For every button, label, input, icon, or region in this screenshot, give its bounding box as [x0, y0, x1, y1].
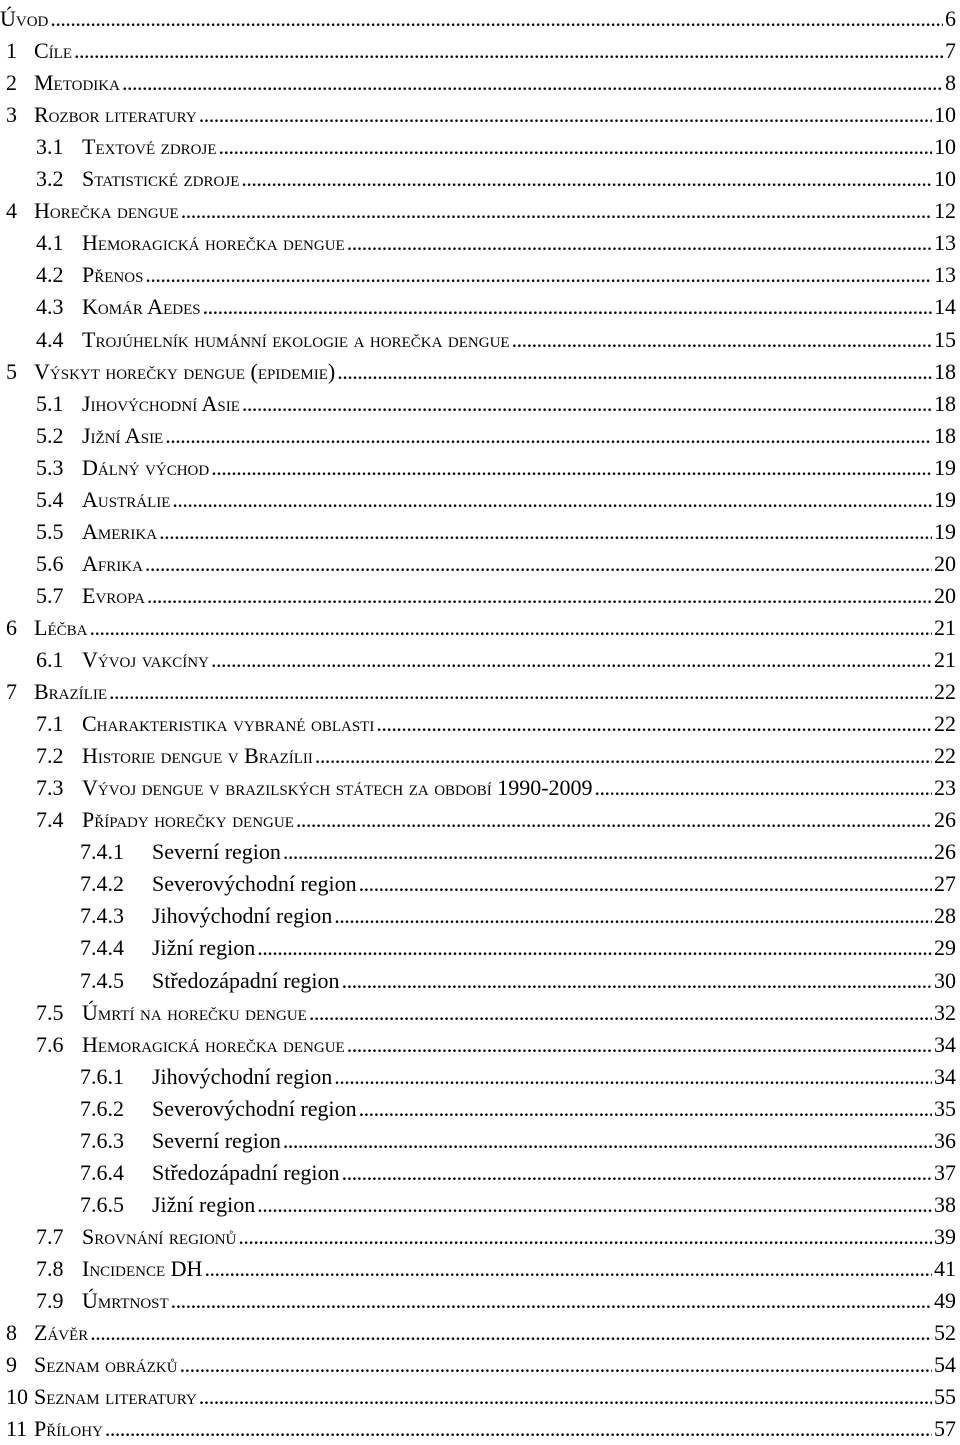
toc-entry-page: 22 — [934, 743, 956, 769]
toc-dot-leader — [203, 291, 932, 323]
toc-entry-title: Cíle — [34, 38, 72, 64]
toc-dot-leader — [512, 324, 932, 356]
toc-entry-page: 10 — [934, 134, 956, 160]
toc-entry[interactable] — [0, 1221, 960, 1253]
toc-entry[interactable] — [0, 644, 960, 676]
toc-entry-number: 5.5 — [36, 518, 64, 544]
toc-dot-leader — [257, 1189, 932, 1221]
toc-entry-page: 19 — [934, 486, 956, 512]
toc-entry-page: 26 — [934, 839, 956, 865]
toc-entry-number: 5.6 — [36, 550, 64, 576]
toc-dot-leader — [181, 195, 932, 227]
toc-entry[interactable] — [0, 548, 960, 580]
toc-entry[interactable] — [0, 1029, 960, 1061]
toc-entry-page: 28 — [934, 903, 956, 929]
toc-entry-number: 1 — [6, 38, 17, 64]
toc-entry-number: 6 — [6, 614, 17, 640]
toc-entry-page: 30 — [934, 967, 956, 993]
toc-entry-title: Přenos — [82, 262, 144, 288]
toc-entry[interactable] — [0, 804, 960, 836]
toc-entry-title: Severní region — [152, 1127, 281, 1153]
toc-dot-leader — [334, 1061, 932, 1093]
toc-entry-page: 21 — [934, 647, 956, 672]
toc-entry-page: 34 — [934, 1031, 956, 1057]
toc-entry[interactable] — [0, 420, 960, 452]
toc-dot-leader — [145, 259, 932, 291]
toc-entry-page: 19 — [934, 518, 956, 544]
toc-entry-title: Statistické zdroje — [82, 166, 240, 192]
toc-entry-page: 55 — [934, 1384, 956, 1410]
toc-entry-page: 19 — [934, 454, 956, 480]
toc-entry[interactable] — [0, 227, 960, 259]
toc-entry-page: 21 — [934, 614, 956, 640]
toc-entry-number: 7.4.1 — [80, 839, 124, 865]
toc-entry-title: Severovýchodní region — [152, 871, 357, 897]
toc-entry[interactable] — [0, 1317, 960, 1349]
toc-entry-number: 7.4.3 — [80, 903, 124, 929]
toc-entry-page: 36 — [934, 1127, 956, 1153]
toc-dot-leader — [342, 1157, 932, 1189]
toc-entry[interactable] — [0, 708, 960, 740]
toc-entry-page: 26 — [934, 807, 956, 833]
toc-entry-number: 7.6 — [36, 1031, 64, 1057]
toc-entry-title: Jižní region — [152, 1191, 256, 1217]
toc-dot-leader — [359, 868, 932, 900]
toc-entry[interactable] — [0, 1253, 960, 1285]
toc-entry-number: 7.4.4 — [80, 935, 124, 961]
toc-dot-leader — [211, 452, 932, 484]
toc-entry[interactable] — [0, 900, 960, 932]
toc-entry-title: Středozápadní region — [152, 1159, 340, 1185]
toc-entry-title: Vývoj vakcíny — [82, 647, 209, 672]
toc-entry-title: Austrálie — [82, 486, 171, 512]
toc-entry-number: 7.5 — [36, 999, 64, 1025]
toc-entry-title: Hemoragická horečka dengue — [82, 1031, 345, 1057]
toc-entry-title: Evropa — [82, 582, 145, 608]
toc-entry[interactable] — [0, 388, 960, 420]
toc-dot-leader — [359, 1093, 932, 1125]
toc-entry-page: 39 — [934, 1223, 956, 1249]
toc-entry[interactable] — [0, 1381, 960, 1413]
toc-dot-leader — [376, 708, 932, 740]
toc-dot-leader — [211, 644, 932, 676]
toc-entry-number: 7.6.4 — [80, 1159, 124, 1185]
toc-entry-title: Jihovýchodní Asie — [82, 390, 240, 416]
toc-entry[interactable] — [0, 99, 960, 131]
toc-entry[interactable] — [0, 997, 960, 1029]
toc-entry-number: 11 — [6, 1416, 28, 1442]
toc-dot-leader — [315, 740, 932, 772]
toc-entry-number: 7 — [6, 679, 17, 705]
toc-entry-title: Amerika — [82, 518, 158, 544]
toc-dot-leader — [242, 388, 932, 420]
toc-entry-page: 13 — [934, 262, 956, 288]
toc-entry-page: 10 — [934, 166, 956, 192]
toc-dot-leader — [334, 900, 932, 932]
toc-entry-title: Severovýchodní region — [152, 1095, 357, 1121]
toc-entry[interactable] — [0, 131, 960, 163]
toc-entry-page: 34 — [934, 1063, 956, 1089]
toc-dot-leader — [283, 836, 932, 868]
toc-entry-number: 7.2 — [36, 743, 64, 769]
toc-entry-page: 7 — [945, 38, 956, 64]
toc-dot-leader — [145, 548, 932, 580]
toc-entry-number: 5.7 — [36, 582, 64, 608]
toc-entry-title: Jižní Asie — [82, 422, 164, 448]
toc-entry-number: 7.4 — [36, 807, 64, 833]
toc-entry-number: 7.6.1 — [80, 1063, 124, 1089]
toc-dot-leader — [199, 99, 932, 131]
toc-entry[interactable] — [0, 1125, 960, 1157]
toc-dot-leader — [165, 420, 932, 452]
toc-entry-number: 5.3 — [36, 454, 64, 480]
toc-dot-leader — [171, 1285, 932, 1317]
toc-entry[interactable] — [0, 324, 960, 356]
toc-entry[interactable] — [0, 868, 960, 900]
toc-entry-page: 12 — [934, 198, 956, 224]
toc-entry-number: 7.4.2 — [80, 871, 124, 897]
toc-entry-number: 10 — [6, 1384, 28, 1410]
toc-entry-number: 7.7 — [36, 1223, 64, 1249]
toc-dot-leader — [172, 484, 932, 516]
toc-dot-leader — [595, 772, 932, 804]
toc-entry-page: 41 — [934, 1255, 956, 1281]
toc-dot-leader — [347, 227, 932, 259]
toc-entry[interactable] — [0, 740, 960, 772]
toc-entry-number: 7.1 — [36, 711, 64, 737]
toc-entry-page: 49 — [934, 1288, 956, 1313]
toc-entry-page: 6 — [945, 6, 956, 31]
toc-dot-leader — [159, 516, 932, 548]
toc-entry-page: 8 — [945, 70, 956, 96]
toc-dot-leader — [309, 997, 932, 1029]
toc-entry-page: 35 — [934, 1095, 956, 1121]
toc-entry-number: 6.1 — [36, 647, 64, 672]
toc-dot-leader — [147, 580, 932, 612]
toc-dot-leader — [90, 1317, 932, 1349]
toc-entry-page: 15 — [934, 326, 956, 352]
toc-entry-title: Metodika — [34, 70, 120, 96]
toc-entry-page: 54 — [934, 1352, 956, 1378]
toc-entry-page: 18 — [934, 358, 956, 384]
toc-entry[interactable] — [0, 932, 960, 964]
toc-entry-number: 7.6.3 — [80, 1127, 124, 1153]
toc-entry-title: Výskyt horečky dengue (epidemie) — [34, 358, 336, 384]
toc-entry-page: 22 — [934, 679, 956, 705]
toc-entry-number: 4.4 — [36, 326, 64, 352]
toc-entry[interactable] — [0, 1157, 960, 1189]
toc-entry-number: 7.8 — [36, 1255, 64, 1281]
toc-entry-number: 5 — [6, 358, 17, 384]
toc-entry-page: 20 — [934, 550, 956, 576]
toc-entry-page: 22 — [934, 711, 956, 737]
toc-entry-title: Úmrtnost — [82, 1288, 169, 1313]
toc-dot-leader — [122, 67, 943, 99]
toc-entry-title: Případy horečky dengue — [82, 807, 294, 833]
toc-entry[interactable] — [0, 163, 960, 195]
toc-entry[interactable] — [0, 195, 960, 227]
toc-dot-leader — [204, 1253, 932, 1285]
toc-entry-number: 2 — [6, 70, 17, 96]
toc-entry-page: 38 — [934, 1191, 956, 1217]
toc-entry[interactable] — [0, 1061, 960, 1093]
toc-entry-page: 27 — [934, 871, 956, 897]
toc-entry[interactable] — [0, 356, 960, 388]
toc-entry-page: 52 — [934, 1320, 956, 1346]
toc-entry-number: 4.1 — [36, 230, 64, 256]
toc-entry-title: Severní region — [152, 839, 281, 865]
toc-entry-page: 20 — [934, 582, 956, 608]
toc-entry-number: 8 — [6, 1320, 17, 1346]
toc-entry-title: Seznam obrázků — [34, 1352, 178, 1378]
toc-entry-page: 13 — [934, 230, 956, 256]
toc-entry[interactable] — [0, 676, 960, 708]
toc-entry[interactable] — [0, 1189, 960, 1221]
toc-entry-title: Závěr — [34, 1320, 89, 1346]
toc-dot-leader — [105, 1413, 932, 1445]
toc-dot-leader — [241, 163, 932, 195]
toc-entry-number: 5.2 — [36, 422, 64, 448]
toc-dot-leader — [199, 1381, 932, 1413]
toc-entry-title: Úmrtí na horečku dengue — [82, 999, 307, 1025]
toc-entry-page: 57 — [934, 1416, 956, 1442]
toc-entry-page: 10 — [934, 102, 956, 128]
toc-entry-title: Srovnání regionů — [82, 1223, 237, 1249]
toc-entry-page: 23 — [934, 775, 956, 801]
toc-entry-page: 18 — [934, 422, 956, 448]
toc-dot-leader — [219, 131, 933, 163]
toc-entry[interactable] — [0, 291, 960, 323]
toc-entry-title: Jihovýchodní region — [152, 903, 333, 929]
toc-entry-title: Komár Aedes — [82, 294, 201, 320]
toc-dot-leader — [109, 676, 932, 708]
toc-entry-title: Vývoj dengue v brazilských státech za období 1990-2009 — [82, 775, 593, 801]
toc-dot-leader — [50, 3, 943, 35]
toc-entry-number: 7.9 — [36, 1288, 64, 1313]
toc-entry-title: Charakteristika vybrané oblasti — [82, 711, 375, 737]
toc-entry[interactable] — [0, 1093, 960, 1125]
toc-entry-title: Rozbor literatury — [34, 102, 197, 128]
toc-entry-title: Přílohy — [34, 1416, 103, 1442]
toc-entry-page: 14 — [934, 294, 956, 320]
toc-entry[interactable] — [0, 1413, 960, 1445]
toc-dot-leader — [337, 356, 932, 388]
toc-entry[interactable] — [0, 1349, 960, 1381]
toc-entry-title: Incidence DH — [82, 1255, 203, 1281]
toc-entry[interactable] — [0, 3, 960, 35]
toc-entry-title: Afrika — [82, 550, 143, 576]
toc-entry-title: Historie dengue v Brazílii — [82, 743, 313, 769]
toc-dot-leader — [342, 965, 932, 997]
toc-dot-leader — [257, 932, 932, 964]
toc-entry[interactable] — [0, 516, 960, 548]
toc-entry-number: 5.1 — [36, 390, 64, 416]
toc-entry-title: Horečka dengue — [34, 198, 179, 224]
toc-entry[interactable] — [0, 259, 960, 291]
toc-entry-title: Hemoragická horečka dengue — [82, 230, 345, 256]
toc-entry-title: Úvod — [0, 6, 49, 31]
toc-entry-title: Dálný východ — [82, 454, 210, 480]
toc-entry-number: 3.2 — [36, 166, 64, 192]
toc-entry[interactable] — [0, 452, 960, 484]
toc-entry[interactable] — [0, 484, 960, 516]
toc-entry[interactable] — [0, 35, 960, 67]
toc-dot-leader — [74, 35, 943, 67]
toc-entry-page: 37 — [934, 1159, 956, 1185]
toc-dot-leader — [238, 1221, 932, 1253]
toc-entry-number: 9 — [6, 1352, 17, 1378]
toc-dot-leader — [89, 612, 932, 644]
toc-entry[interactable] — [0, 772, 960, 804]
toc-entry-number: 7.4.5 — [80, 967, 124, 993]
toc-dot-leader — [347, 1029, 932, 1061]
toc-entry-number: 5.4 — [36, 486, 64, 512]
toc-entry-number: 7.3 — [36, 775, 64, 801]
toc-entry-page: 29 — [934, 935, 956, 961]
toc-dot-leader — [180, 1349, 932, 1381]
toc-entry-number: 3.1 — [36, 134, 64, 160]
toc-entry-title: Seznam literatury — [34, 1384, 197, 1410]
toc-entry[interactable] — [0, 836, 960, 868]
toc-entry-title: Jižní region — [152, 935, 256, 961]
toc-entry-number: 3 — [6, 102, 17, 128]
toc-entry-title: Trojúhelník humánní ekologie a horečka dengue — [82, 326, 510, 352]
toc-entry-title: Středozápadní region — [152, 967, 340, 993]
toc-entry-title: Léčba — [34, 614, 88, 640]
toc-entry-number: 4.3 — [36, 294, 64, 320]
toc-entry-number: 7.6.2 — [80, 1095, 124, 1121]
toc-entry[interactable] — [0, 580, 960, 612]
toc-entry-number: 4 — [6, 198, 17, 224]
toc-dot-leader — [296, 804, 932, 836]
toc-entry-page: 18 — [934, 390, 956, 416]
toc-entry[interactable] — [0, 67, 960, 99]
toc-entry-title: Textové zdroje — [82, 134, 217, 160]
toc-entry[interactable] — [0, 612, 960, 644]
toc-entry-number: 4.2 — [36, 262, 64, 288]
toc-entry-title: Brazílie — [34, 679, 107, 705]
toc-entry-title: Jihovýchodní region — [152, 1063, 333, 1089]
toc-entry[interactable] — [0, 1285, 960, 1317]
toc-entry-page: 32 — [934, 999, 956, 1025]
toc-entry[interactable] — [0, 965, 960, 997]
toc-dot-leader — [283, 1125, 932, 1157]
toc-entry-number: 7.6.5 — [80, 1191, 124, 1217]
